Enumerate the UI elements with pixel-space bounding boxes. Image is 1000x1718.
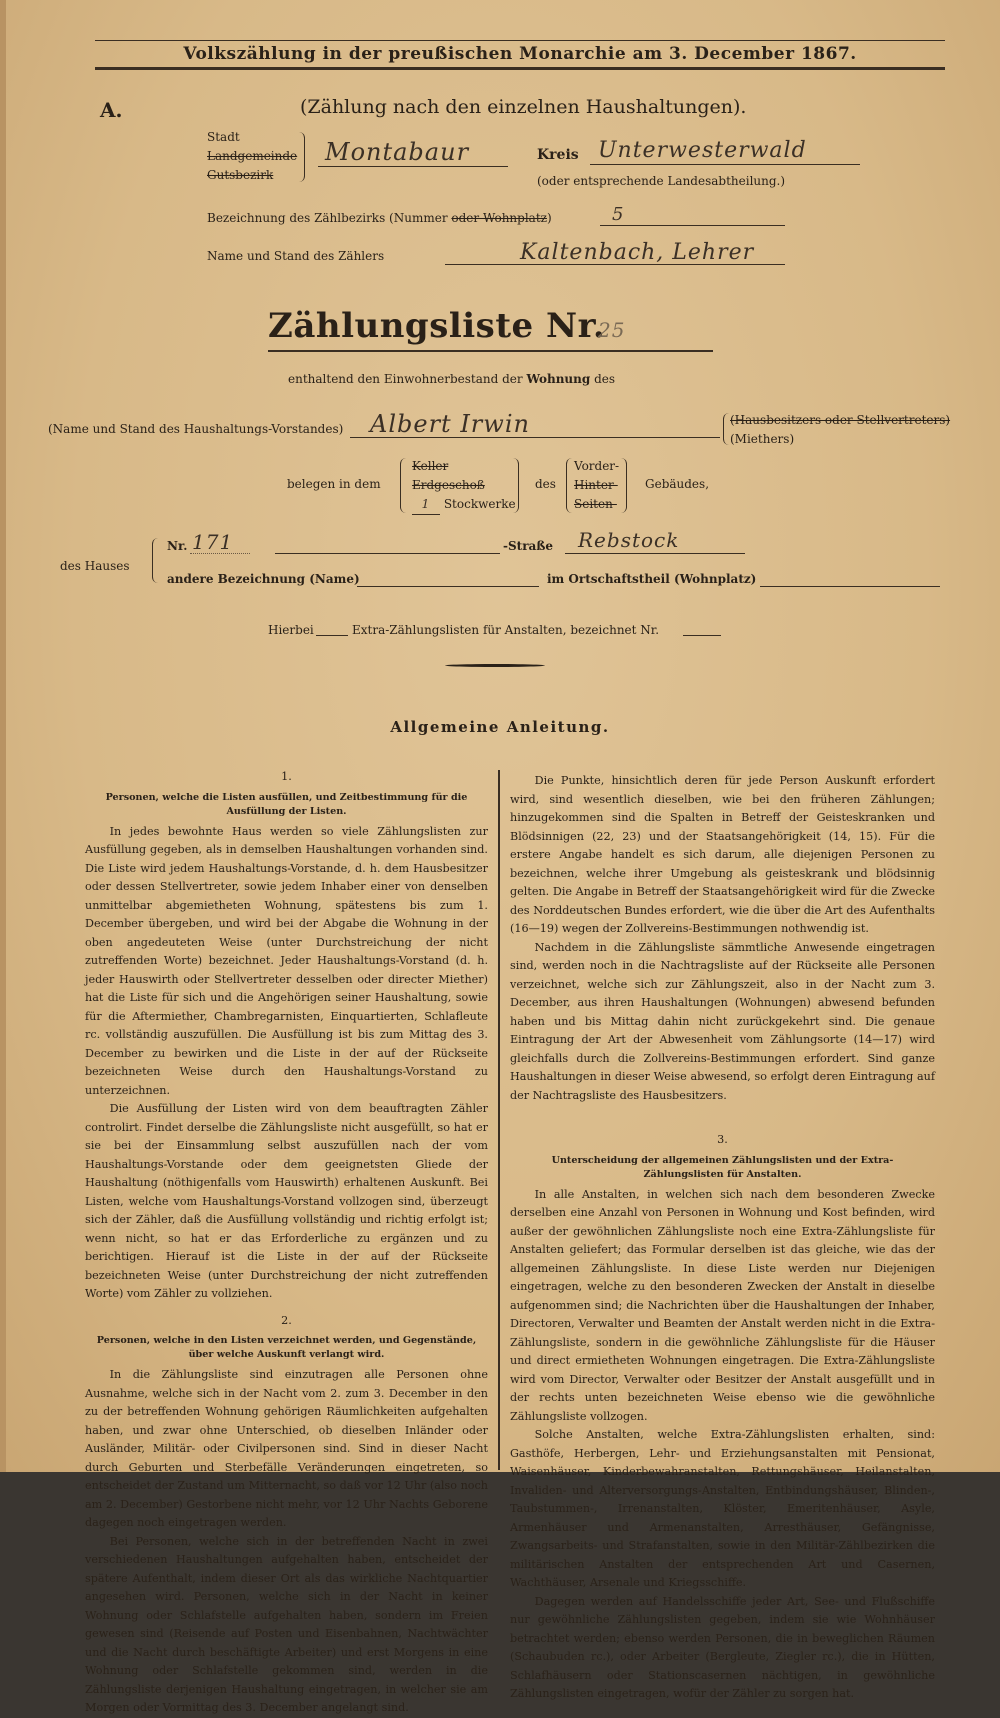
- section-heading: Personen, welche die Listen ausfüllen, und Zeitbestimmung für die Ausfüllung der Listen.: [105, 791, 468, 817]
- brace: [296, 132, 305, 182]
- building-part-seiten: Seiten-: [574, 497, 617, 511]
- house-number-value[interactable]: 171: [192, 530, 234, 554]
- district-label-struck: oder Wohnplatz: [451, 211, 547, 225]
- paragraph: Die Punkte, hinsichtlich deren für jede Person Auskunft erfordert wird, sind wesentlich dieselben, wie bei den früheren Zählungen; hinzugekommen sind die Spalten in Betreff der Geisteskranken und Blödsinnigen (22, 23) und der Staatsangehörigkeit (14, 15). Für die erstere Angabe handelt es sich darum, alle diejenigen Personen zu bezeichnen, welche ihrer Umgebung als geisteskrank und blödsinnig gelten. Die Angabe in Betreff der Staatsangehörigkeit wird für die Zwecke des Norddeutschen Bundes erfordert, wie die über die Art des Aufenthalts (16—19) wegen der Zollvereins-Bestimmungen nothwendig ist.: [510, 774, 935, 935]
- brace: [400, 458, 407, 513]
- paragraph: In die Zählungsliste sind einzutragen alle Personen ohne Ausnahme, welche sich in der Nacht vom 2. zum 3. December in den zu der betreffenden Wohnung gehörigen Räumlichkeiten aufgehalten haben, und zwar ohne Unterschied, ob dieselben Inländer oder Ausländer, Militär- oder Civilpersonen sind. Sind in dieser Nacht durch Geburten und Sterbefälle Veränderungen eingetreten, so entscheidet der Zustand um Mitternacht, so daß vor 12 Uhr (also noch am 2. December) Gestorbene nicht mehr, vor 12 Uhr Nachts Geborene dagegen noch eingetragen werden.: [85, 1368, 488, 1529]
- head-value[interactable]: Albert Irwin: [370, 410, 530, 438]
- paragraph: Die Ausfüllung der Listen wird von dem beauftragten Zähler controlirt. Findet derselbe die Zählungsliste nicht ausgefüllt, so hat er sie bei der Einsammlung selbst auszufüllen nach der vom Haushaltungs-Vorstande oder dem geeignetsten Gliede der Haushaltung (nöthigenfalls vom Hauswirth) erhaltenen Auskunft. Bei Listen, welche vom Haushaltungs-Vorstand vollzogen sind, überzeugt sich der Zähler, daß die Ausfüllung vollständig und richtig erfolgt ist; wenn nicht, so hat er das Erforderliche zu ergänzen und zu berichtigen. Hierauf ist die Liste in der auf der Rückseite bezeichneten Weise (unter Durchstreichung der nicht zutreffenden Worte) vom Zähler zu vollziehen.: [85, 1102, 488, 1300]
- page-edge: [0, 0, 6, 1472]
- street-line: [565, 553, 745, 554]
- tenant-label: (Miethers): [730, 432, 795, 446]
- document-title: Volkszählung in der preußischen Monarchie am 3. December 1867.: [183, 44, 857, 64]
- floor-erdgeschoss: Erdgeschoß: [412, 478, 485, 492]
- ornament-divider: [445, 664, 545, 667]
- paragraph: Solche Anstalten, welche Extra-Zählungslisten erhalten, sind: Gasthöfe, Herbergen, Lehr- und Erziehungsanstalten mit Pensionat, Waisenhäuser, Kinderbewahranstalten, Rettungshäuser, Heilanstalten, Invaliden- und Alterversorgungs-Anstalten, Entbindungshäuser, Blinden-, Taubstummen-, Irrenanstalten, Klöster, Emeritenhäuser, Asyle, Armenhäuser und Armenanstalten, Arresthäuser, Gefängnisse, Zwangsarbeits- und Strafanstalten, sowie in den Militär-Zählbezirken die militärischen Anstalten der entsprechenden Art und Casernen, Wachthäuser, Arsenale und Kriegsschiffe.: [510, 1428, 935, 1589]
- place-type-gutsbezirk: Gutsbezirk: [207, 168, 274, 182]
- place-line: [318, 166, 508, 167]
- containing-line: [288, 372, 615, 386]
- floor-keller: Keller: [412, 459, 449, 473]
- place-type-landgemeinde: Landgemeinde: [207, 149, 298, 163]
- list-number[interactable]: 25: [598, 318, 626, 342]
- paragraph: Dagegen werden auf Handelsschiffe jeder Art, See- und Flußschiffe nur gewöhnliche Zählungslisten gegeben, indem sie wie Wohnhäuser betrachtet werden; ebenso werden Personen, die in beweglichen Räumen (Schaubuden rc.), oder Arbeiter (Bergleute, Ziegler rc.), die in Hütten, Schlafhäusern oder Stationscasernen nächtigen, in gewöhnliche Zählungslisten eingetragen, wofür der Zähler zu sorgen hat.: [510, 1594, 935, 1700]
- section-heading: Personen, welche in den Listen verzeichnet werden, und Gegenstände, über welche Auskunft verlangt wird.: [96, 1335, 477, 1360]
- house-label: des Hauses: [60, 559, 130, 573]
- nr-label: Nr.: [167, 539, 188, 553]
- counter-line: [445, 264, 785, 265]
- counter-value[interactable]: Kaltenbach, Lehrer: [520, 240, 755, 265]
- section-number: 1.: [281, 770, 292, 783]
- district-label: [207, 211, 552, 225]
- kreis-line: [590, 164, 860, 165]
- floor-stockwerke-label: Stockwerke: [443, 497, 516, 511]
- district-part-label: im Ortschaftstheil (Wohnplatz): [547, 572, 757, 586]
- building-part-hinter: Hinter-: [574, 478, 618, 492]
- place-type-list: [207, 128, 297, 185]
- des-text: des: [594, 372, 616, 386]
- form-subtitle: (Zählung nach den einzelnen Haushaltungen).: [300, 96, 747, 118]
- district-line: [600, 225, 785, 226]
- column-divider: [498, 770, 500, 1470]
- building-part-list: [574, 457, 619, 514]
- district-part-line: [760, 586, 940, 587]
- floor-stockwerke: [412, 495, 516, 515]
- other-name-label: andere Bezeichnung (Name): [167, 572, 360, 586]
- instructions-left-column: [85, 768, 488, 1718]
- brace: [620, 458, 627, 513]
- place-value[interactable]: Montabaur: [325, 138, 470, 166]
- paragraph: In alle Anstalten, in welchen sich nach dem besonderen Zwecke derselben eine Anzahl von Personen in Wohnung und Kost befinden, wird außer der gewöhnlichen Zählungsliste noch eine Extra-Zählungsliste für Anstalten geliefert; das Formular derselben ist das gleiche, wie das der allgemeinen Zählungsliste. In diese Liste werden nur Diejenigen eingetragen, welche zu den besonderen Zwecken der Anstalt in dieselbe aufgenommen sind; die Nachrichten über die Haushaltungen der Inhaber, Directoren, Verwalter und Beamten der Anstalt werden nicht in die Extra-Zählungsliste, sondern in die gewöhnliche Zählungsliste für die Häuser und direct ermietheten Wohnungen eingetragen. Die Extra-Zählungsliste wird vom Director, Verwalter oder Besitzer der Anstalt ausgefüllt und in der rechts unten bezeichneten Weise ebenso wie die gewöhnliche Zählungsliste vollzogen.: [510, 1187, 935, 1423]
- section-number: 2.: [281, 1313, 292, 1327]
- street-label: -Straße: [503, 539, 554, 553]
- instructions-title: Allgemeine Anleitung.: [390, 718, 610, 736]
- extra-number-line: [683, 635, 721, 636]
- header-rule-bottom: [95, 67, 945, 70]
- extra-label: Extra-Zählungslisten für Anstalten, bezeichnet Nr.: [352, 623, 660, 637]
- brace: [152, 538, 159, 583]
- owner-struck: (Hausbesitzers oder Stellvertreters): [730, 413, 951, 427]
- nr-line-2: [275, 553, 500, 554]
- building-label: Gebäudes,: [645, 477, 710, 491]
- street-value[interactable]: Rebstock: [578, 528, 680, 552]
- des-label-2: des: [535, 477, 556, 491]
- list-title: Zählungsliste Nr.: [268, 306, 606, 346]
- owner-status: [730, 411, 950, 449]
- brace: [723, 413, 730, 445]
- list-title-rule: [268, 350, 713, 352]
- other-name-line: [357, 586, 539, 587]
- extra-prefix: Hierbei: [268, 623, 314, 637]
- extra-count-line: [316, 635, 348, 636]
- district-value[interactable]: 5: [612, 204, 625, 225]
- brace: [566, 458, 573, 513]
- wohnung-text: Wohnung: [526, 372, 591, 386]
- instructions-right-column: [510, 772, 935, 1704]
- header-rule-top: [95, 40, 945, 41]
- kreis-value[interactable]: Unterwesterwald: [598, 138, 807, 163]
- place-type-stadt: Stadt: [207, 130, 240, 144]
- section-heading: Unterscheidung der allgemeinen Zählungslisten und der Extra-Zählungslisten für Anstalten.: [551, 1154, 894, 1180]
- paragraph: In jedes bewohnte Haus werden so viele Zählungslisten zur Ausfüllung gegeben, als in demselben Haushaltungen vorhanden sind. Die Liste wird jedem Haushaltungs-Vorstande, d. h. dem Hausbesitzer oder dessen Stellvertreter, sowie jedem Inhaber einer von denselben unmittelbar abgemietheten Wohnung, spätestens bis zum 1. December übergeben, und wird bei der Abgabe die Wohnung in der oben angedeuteten Weise (unter Durchstreichung der nicht zutreffenden Worte) bezeichnet. Jeder Haushaltungs-Vorstand (d. h. jeder Hauswirth oder Stellvertreter desselben oder directer Miether) hat die Liste für sich und die Angehörigen seiner Haushaltung, sowie für die Aftermiether, Chambregarnisten, Einquartierten, Schlafleute rc. vollständig auszufüllen. Die Ausfüllung ist bis zum Mittag des 3. December zu bewirken und die Liste in der auf der Rückseite bezeichneten Weise durch den Haushaltungs-Vorstand zu unterzeichnen.: [85, 824, 488, 1097]
- district-label-close: ): [546, 211, 552, 225]
- floor-list: [412, 457, 516, 515]
- brace: [512, 458, 519, 513]
- district-label-text: Bezeichnung des Zählbezirks (Nummer: [207, 211, 448, 225]
- paragraph: Bei Personen, welche sich in der betreffenden Nacht in zwei verschiedenen Haushaltungen aufgehalten haben, entscheidet der spätere Aufenthalt, indem dieser Ort als das wirkliche Nachtquartier angesehen wird. Personen, welche sich in der Nacht in keiner Wohnung oder Schlafstelle aufgehalten haben, sondern im Freien gewesen sind (Reisende auf Posten und Eisenbahnen, Nachtwächter und die Nacht durch beschäftigte Arbeiter) und erst Morgens in eine Wohnung oder Schlafstelle gekommen sind, werden in die Zählungsliste derjenigen Haushaltung eingetragen, in welcher sie am Morgen oder Vormittag des 3. December angelangt sind.: [85, 1534, 488, 1714]
- head-label: (Name und Stand des Haushaltungs-Vorstandes): [48, 422, 344, 436]
- paragraph: Nachdem in die Zählungsliste sämmtliche Anwesende eingetragen sind, werden noch in die Nachtragsliste auf der Rückseite alle Personen verzeichnet, welche sich zur Zählungszeit, also in der Nacht zum 3. December, aus ihren Haushaltungen (Wohnungen) abwesend befunden haben und bis Mittag dahin nicht zurückgekehrt sind. Die genaue Eintragung der Art der Abwesenheit vom Zählungsorte (14—17) wird gleichfalls durch die Zollvereins-Bestimmungen erfordert. Sind ganze Haushaltungen in dieser Weise abwesend, so erfolgt deren Eintragung auf der Nachtragsliste des Hausbesitzers.: [510, 940, 935, 1102]
- floor-value[interactable]: 1: [412, 495, 440, 515]
- nr-line: [190, 553, 250, 554]
- kreis-note: (oder entsprechende Landesabtheilung.): [537, 174, 786, 188]
- head-line: [350, 437, 720, 438]
- counter-label: Name und Stand des Zählers: [207, 249, 385, 263]
- section-number: 3.: [717, 1133, 728, 1146]
- located-in-label: belegen in dem: [287, 477, 381, 491]
- form-letter: A.: [100, 98, 123, 122]
- containing-text: enthaltend den Einwohnerbestand der: [288, 372, 523, 386]
- building-part-vorder: Vorder-: [574, 459, 620, 473]
- kreis-label: Kreis: [537, 147, 579, 163]
